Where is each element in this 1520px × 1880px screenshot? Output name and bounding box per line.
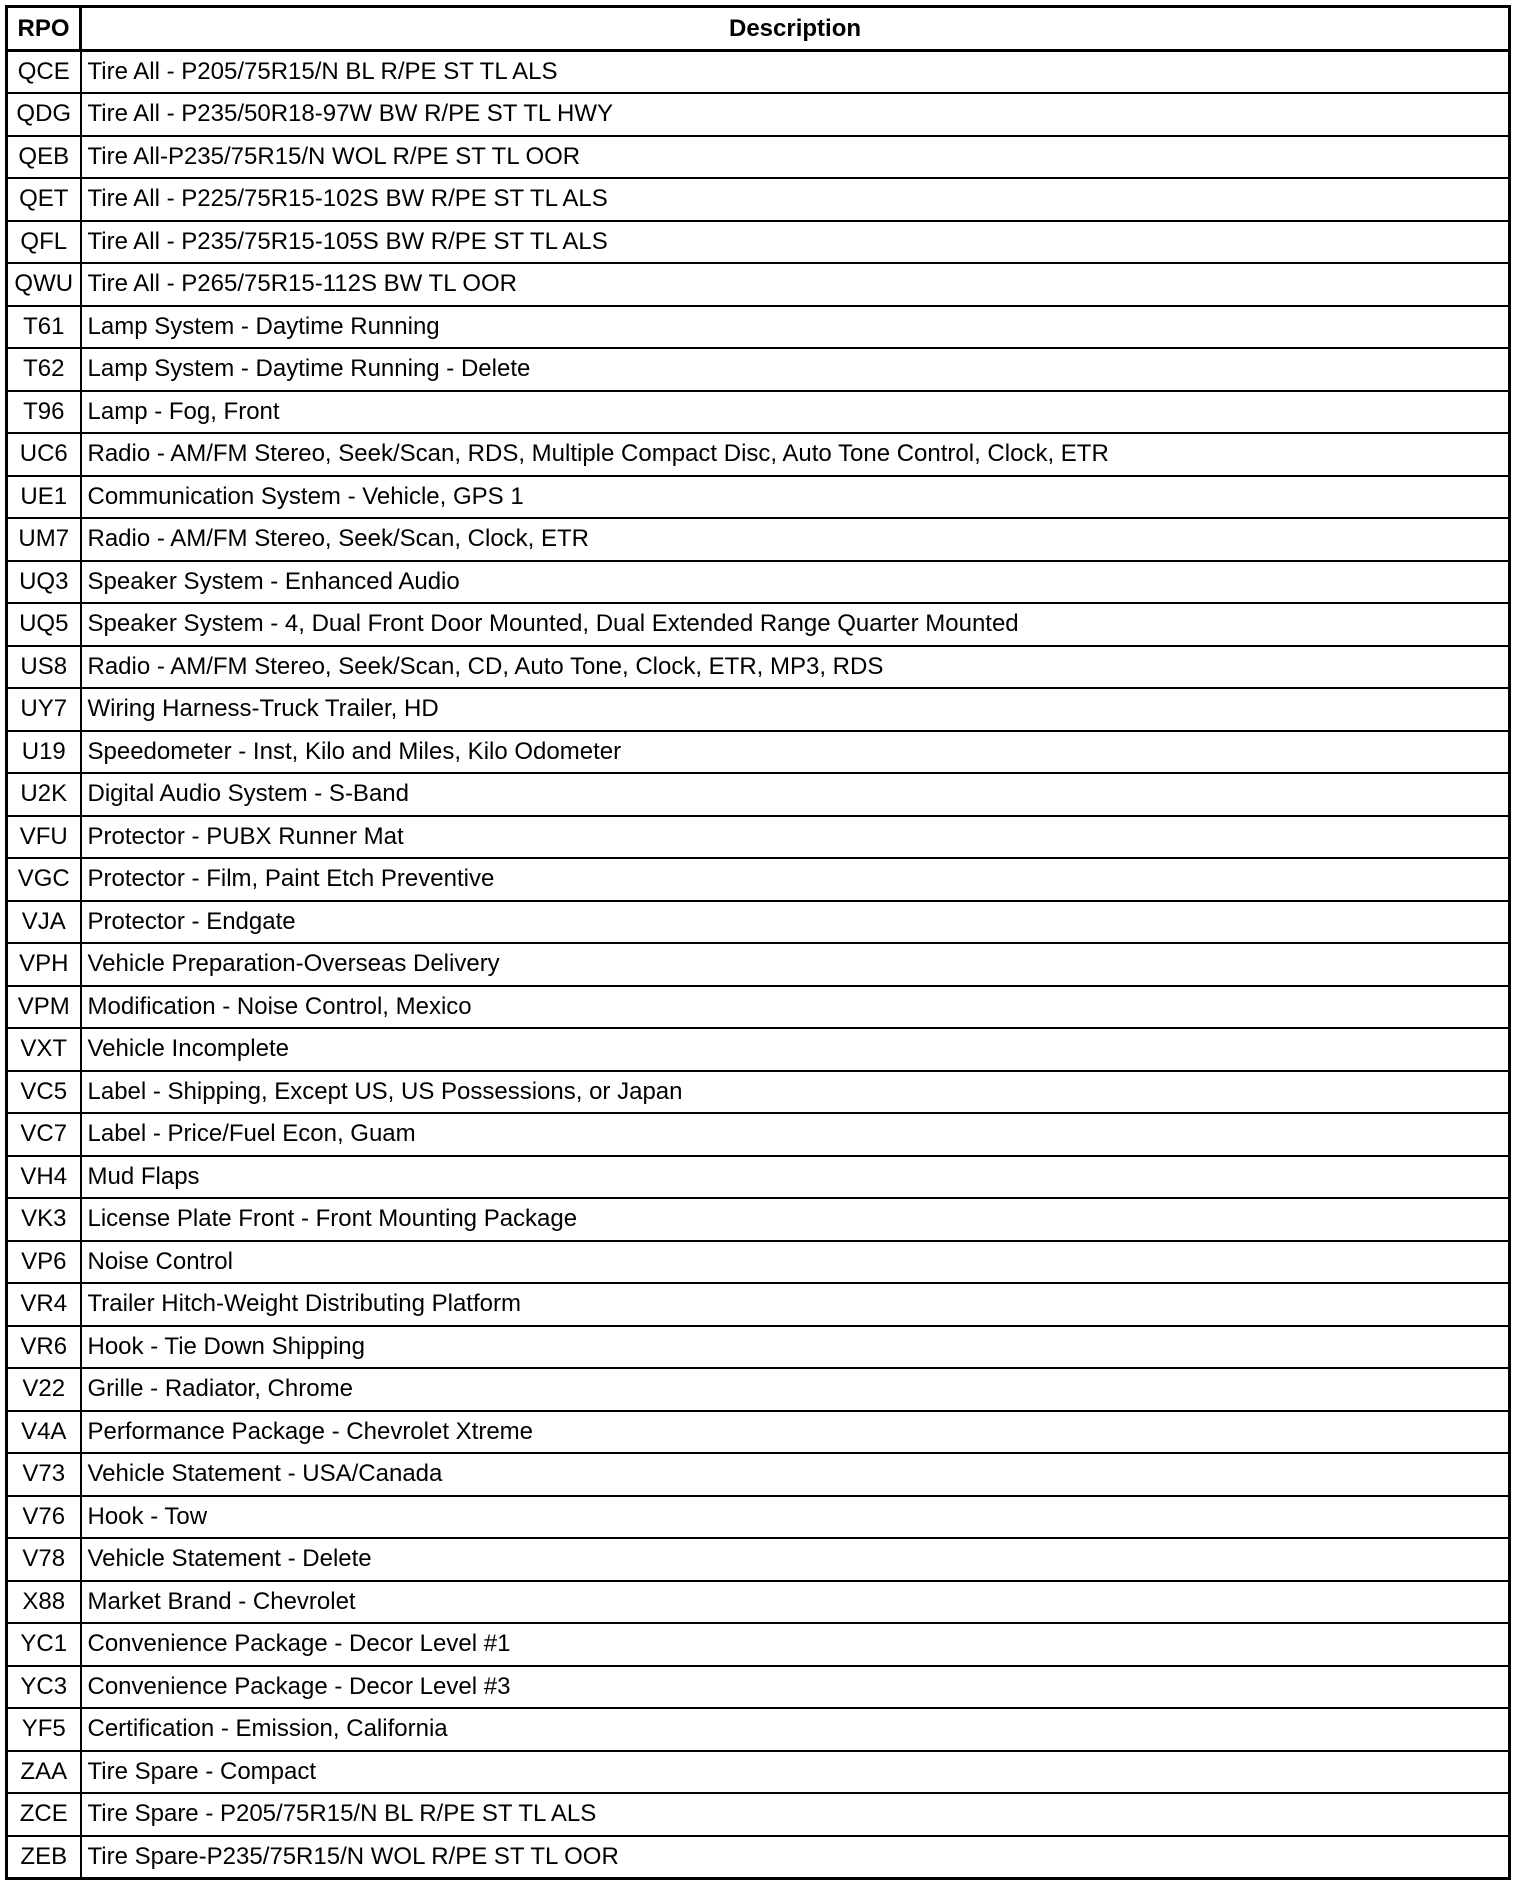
- rpo-code-cell: UM7: [7, 518, 81, 561]
- rpo-code-cell: VP6: [7, 1241, 81, 1284]
- rpo-description-cell: Lamp - Fog, Front: [81, 391, 1510, 434]
- rpo-description-cell: Tire Spare - P205/75R15/N BL R/PE ST TL ALS: [81, 1793, 1510, 1836]
- table-row: [7, 773, 1510, 816]
- rpo-description-cell: Lamp System - Daytime Running: [81, 306, 1510, 349]
- rpo-code-cell: U19: [7, 731, 81, 774]
- table-row: [7, 51, 1510, 94]
- table-row: [7, 561, 1510, 604]
- rpo-code-cell: ZCE: [7, 1793, 81, 1836]
- table-row: [7, 1326, 1510, 1369]
- rpo-code-cell: V73: [7, 1453, 81, 1496]
- rpo-description-cell: Radio - AM/FM Stereo, Seek/Scan, RDS, Multiple Compact Disc, Auto Tone Control, Clock, ETR: [81, 433, 1510, 476]
- rpo-code-cell: VC7: [7, 1113, 81, 1156]
- rpo-code-cell: VK3: [7, 1198, 81, 1241]
- rpo-code-cell: QET: [7, 178, 81, 221]
- rpo-code-cell: QFL: [7, 221, 81, 264]
- rpo-description-cell: Certification - Emission, California: [81, 1708, 1510, 1751]
- rpo-code-cell: UQ3: [7, 561, 81, 604]
- rpo-code-cell: VJA: [7, 901, 81, 944]
- rpo-code-cell: T62: [7, 348, 81, 391]
- table-row: [7, 1241, 1510, 1284]
- rpo-description-cell: Tire All - P265/75R15-112S BW TL OOR: [81, 263, 1510, 306]
- rpo-description-cell: Tire All-P235/75R15/N WOL R/PE ST TL OOR: [81, 136, 1510, 179]
- rpo-description-cell: Communication System - Vehicle, GPS 1: [81, 476, 1510, 519]
- table-row: [7, 1836, 1510, 1879]
- rpo-code-cell: UY7: [7, 688, 81, 731]
- rpo-code-cell: YC3: [7, 1666, 81, 1709]
- table-row: [7, 688, 1510, 731]
- rpo-code-cell: T96: [7, 391, 81, 434]
- table-row: [7, 1368, 1510, 1411]
- rpo-code-cell: UQ5: [7, 603, 81, 646]
- rpo-code-cell: VXT: [7, 1028, 81, 1071]
- rpo-description-cell: Radio - AM/FM Stereo, Seek/Scan, Clock, ETR: [81, 518, 1510, 561]
- rpo-description-cell: Convenience Package - Decor Level #3: [81, 1666, 1510, 1709]
- rpo-description-cell: License Plate Front - Front Mounting Package: [81, 1198, 1510, 1241]
- table-row: [7, 1751, 1510, 1794]
- table-row: [7, 1623, 1510, 1666]
- rpo-code-cell: X88: [7, 1581, 81, 1624]
- rpo-description-cell: Speedometer - Inst, Kilo and Miles, Kilo Odometer: [81, 731, 1510, 774]
- table-row: [7, 816, 1510, 859]
- table-row: [7, 433, 1510, 476]
- rpo-code-cell: T61: [7, 306, 81, 349]
- table-row: [7, 943, 1510, 986]
- rpo-code-cell: QDG: [7, 93, 81, 136]
- table-header: [7, 7, 1510, 51]
- table-row: [7, 1496, 1510, 1539]
- rpo-description-cell: Speaker System - 4, Dual Front Door Mounted, Dual Extended Range Quarter Mounted: [81, 603, 1510, 646]
- table-row: [7, 901, 1510, 944]
- table-row: [7, 93, 1510, 136]
- table-row: [7, 476, 1510, 519]
- rpo-description-cell: Tire All - P235/50R18-97W BW R/PE ST TL HWY: [81, 93, 1510, 136]
- rpo-table: [5, 5, 1511, 1880]
- rpo-code-cell: V78: [7, 1538, 81, 1581]
- table-row: [7, 1538, 1510, 1581]
- description-column-header: Description: [81, 7, 1510, 51]
- table-row: [7, 1411, 1510, 1454]
- rpo-description-cell: Market Brand - Chevrolet: [81, 1581, 1510, 1624]
- rpo-code-cell: VR6: [7, 1326, 81, 1369]
- rpo-code-cell: UE1: [7, 476, 81, 519]
- rpo-description-cell: Hook - Tie Down Shipping: [81, 1326, 1510, 1369]
- table-row: [7, 1666, 1510, 1709]
- table-row: [7, 263, 1510, 306]
- rpo-description-cell: Vehicle Statement - USA/Canada: [81, 1453, 1510, 1496]
- table-row: [7, 731, 1510, 774]
- table-row: [7, 1198, 1510, 1241]
- rpo-code-cell: QWU: [7, 263, 81, 306]
- rpo-description-cell: Trailer Hitch-Weight Distributing Platform: [81, 1283, 1510, 1326]
- table-row: [7, 178, 1510, 221]
- table-row: [7, 221, 1510, 264]
- rpo-description-cell: Protector - Film, Paint Etch Preventive: [81, 858, 1510, 901]
- rpo-code-cell: ZEB: [7, 1836, 81, 1879]
- rpo-description-cell: Vehicle Preparation-Overseas Delivery: [81, 943, 1510, 986]
- rpo-code-cell: VPH: [7, 943, 81, 986]
- table-row: [7, 518, 1510, 561]
- rpo-code-cell: YF5: [7, 1708, 81, 1751]
- table-row: [7, 348, 1510, 391]
- rpo-description-cell: Tire All - P235/75R15-105S BW R/PE ST TL ALS: [81, 221, 1510, 264]
- rpo-code-cell: VPM: [7, 986, 81, 1029]
- rpo-description-cell: Mud Flaps: [81, 1156, 1510, 1199]
- rpo-description-cell: Protector - Endgate: [81, 901, 1510, 944]
- header-row: [7, 7, 1510, 51]
- table-row: [7, 646, 1510, 689]
- table-row: [7, 1028, 1510, 1071]
- rpo-description-cell: Label - Price/Fuel Econ, Guam: [81, 1113, 1510, 1156]
- rpo-code-cell: UC6: [7, 433, 81, 476]
- rpo-description-cell: Vehicle Incomplete: [81, 1028, 1510, 1071]
- rpo-code-cell: YC1: [7, 1623, 81, 1666]
- rpo-code-cell: V4A: [7, 1411, 81, 1454]
- rpo-description-cell: Noise Control: [81, 1241, 1510, 1284]
- rpo-column-header: RPO: [7, 7, 81, 51]
- table-body: [7, 51, 1510, 1879]
- table-row: [7, 1071, 1510, 1114]
- rpo-code-cell: U2K: [7, 773, 81, 816]
- rpo-description-cell: Protector - PUBX Runner Mat: [81, 816, 1510, 859]
- rpo-code-cell: QEB: [7, 136, 81, 179]
- rpo-description-cell: Tire All - P205/75R15/N BL R/PE ST TL ALS: [81, 51, 1510, 94]
- table-row: [7, 858, 1510, 901]
- rpo-code-cell: VR4: [7, 1283, 81, 1326]
- table-row: [7, 1113, 1510, 1156]
- table-row: [7, 1283, 1510, 1326]
- rpo-description-cell: Wiring Harness-Truck Trailer, HD: [81, 688, 1510, 731]
- rpo-description-cell: Radio - AM/FM Stereo, Seek/Scan, CD, Auto Tone, Clock, ETR, MP3, RDS: [81, 646, 1510, 689]
- table-row: [7, 1793, 1510, 1836]
- table-row: [7, 1708, 1510, 1751]
- rpo-description-cell: Lamp System - Daytime Running - Delete: [81, 348, 1510, 391]
- table-row: [7, 136, 1510, 179]
- rpo-description-cell: Hook - Tow: [81, 1496, 1510, 1539]
- rpo-code-cell: US8: [7, 646, 81, 689]
- rpo-description-cell: Modification - Noise Control, Mexico: [81, 986, 1510, 1029]
- table-row: [7, 603, 1510, 646]
- rpo-code-cell: VC5: [7, 1071, 81, 1114]
- rpo-code-cell: QCE: [7, 51, 81, 94]
- rpo-code-cell: VGC: [7, 858, 81, 901]
- rpo-description-cell: Grille - Radiator, Chrome: [81, 1368, 1510, 1411]
- rpo-code-cell: V76: [7, 1496, 81, 1539]
- rpo-description-cell: Digital Audio System - S-Band: [81, 773, 1510, 816]
- rpo-description-cell: Label - Shipping, Except US, US Possessions, or Japan: [81, 1071, 1510, 1114]
- rpo-description-cell: Convenience Package - Decor Level #1: [81, 1623, 1510, 1666]
- rpo-code-cell: ZAA: [7, 1751, 81, 1794]
- rpo-description-cell: Tire All - P225/75R15-102S BW R/PE ST TL ALS: [81, 178, 1510, 221]
- rpo-description-cell: Tire Spare-P235/75R15/N WOL R/PE ST TL OOR: [81, 1836, 1510, 1879]
- table-row: [7, 1156, 1510, 1199]
- rpo-code-cell: VFU: [7, 816, 81, 859]
- rpo-description-cell: Tire Spare - Compact: [81, 1751, 1510, 1794]
- table-row: [7, 1453, 1510, 1496]
- rpo-code-cell: V22: [7, 1368, 81, 1411]
- rpo-description-cell: Performance Package - Chevrolet Xtreme: [81, 1411, 1510, 1454]
- table-row: [7, 986, 1510, 1029]
- rpo-code-cell: VH4: [7, 1156, 81, 1199]
- rpo-description-cell: Speaker System - Enhanced Audio: [81, 561, 1510, 604]
- table-row: [7, 306, 1510, 349]
- rpo-description-cell: Vehicle Statement - Delete: [81, 1538, 1510, 1581]
- table-row: [7, 1581, 1510, 1624]
- table-row: [7, 391, 1510, 434]
